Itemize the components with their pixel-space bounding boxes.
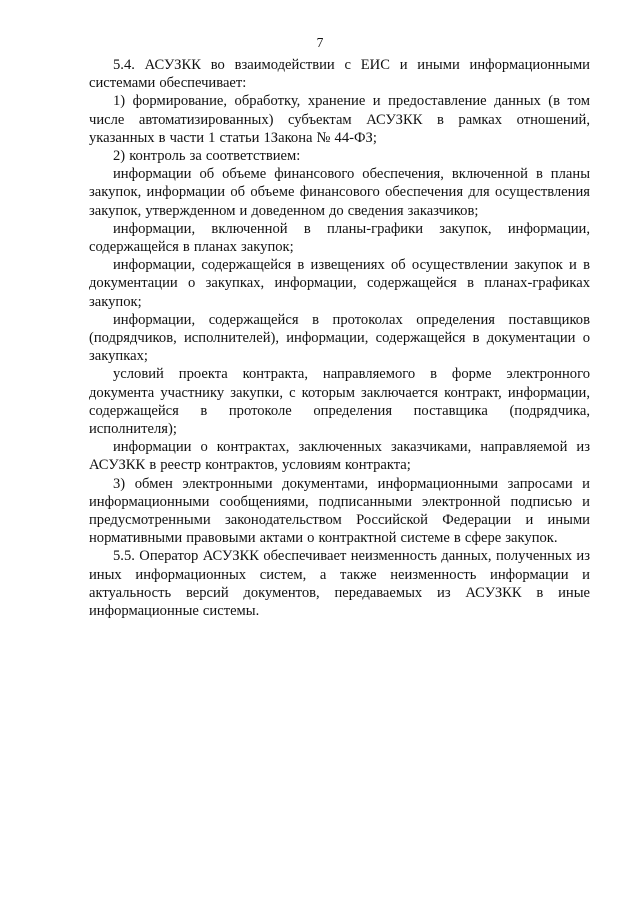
- page-number: 7: [316, 35, 324, 50]
- paragraph-item-3-document-exchange: 3) обмен электронными документами, информационными запросами и информационными сообщениями, подписанными электронной подписью и предусмотренными законодательством Российской Федерации и иными нормативными правовыми актами о контрактной системе в сфере закупок.: [89, 475, 590, 547]
- paragraph-control-contract-registry: информации о контрактах, заключенных заказчиками, направляемой из АСУЗКК в реестр контрактов, условиям контракта;: [89, 439, 590, 474]
- paragraph-control-contract-draft: условий проекта контракта, направляемого в форме электронного документа участнику закупки, с которым заключается контракт, информации, содержащейся в протоколе определения поставщика (подрядчика, исполнителя);: [89, 366, 590, 438]
- paragraph-5-4-intro: 5.4. АСУЗКК во взаимодействии с ЕИС и иными информационными системами обеспечивает:: [89, 57, 590, 92]
- paragraph-item-2-control: 2) контроль за соответствием:: [113, 148, 301, 165]
- paragraph-control-financing-plans: информации об объеме финансового обеспечения, включенной в планы закупок, информации об объеме финансового обеспечения для осуществления закупок, утвержденном и доведенном до сведения заказчиков;: [89, 166, 590, 219]
- paragraph-control-schedule-plans: информации, включенной в планы-графики закупок, информации, содержащейся в планах закупок;: [89, 220, 590, 256]
- paragraph-control-protocols: информации, содержащейся в протоколах определения поставщиков (подрядчиков, исполнителей), информации, содержащейся в документации о закупках;: [89, 311, 590, 365]
- paragraph-5-5-operator: 5.5. Оператор АСУЗКК обеспечивает неизменность данных, полученных из иных информационных систем, а также неизменность информации и актуальность версий документов, передаваемых из АСУЗКК в иные информационные системы.: [89, 548, 590, 620]
- document-body: [89, 56, 590, 620]
- paragraph-control-notices-documentation: информации, содержащейся в извещениях об осуществлении закупок и в документации о закупках, информации, содержащейся в планах-графиках закупок;: [89, 257, 590, 310]
- paragraph-item-1-data-processing: 1) формирование, обработку, хранение и предоставление данных (в том числе автоматизированных) субъектам АСУЗКК в рамках отношений, указанных в части 1 статьи 1Закона № 44-ФЗ;: [89, 93, 590, 146]
